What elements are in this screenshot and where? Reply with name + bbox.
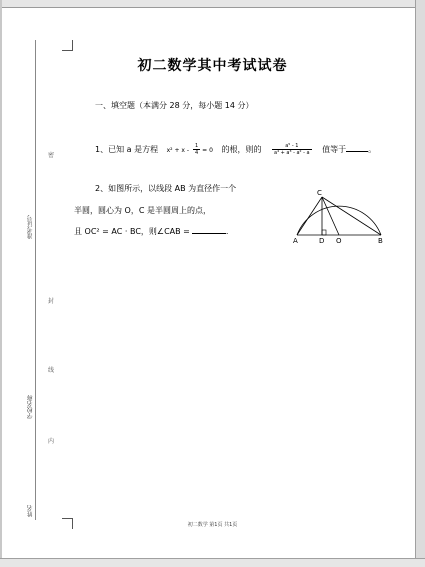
q1-equation-tail: = 0	[202, 147, 213, 154]
side-label-name: 姓名	[27, 505, 34, 517]
label-d: D	[319, 237, 325, 245]
q1-equation-fraction	[193, 143, 200, 156]
semicircle-arc	[297, 206, 381, 235]
crop-mark-top-left	[62, 40, 73, 51]
segment-ac	[297, 197, 322, 235]
q1-eq-frac-num: 1	[194, 143, 199, 149]
q1-equation: x² + x -	[166, 147, 191, 154]
q1-middle: 的根，则的	[221, 145, 262, 154]
q2-line-3	[74, 226, 228, 237]
q2-answer-blank	[192, 233, 226, 234]
side-label-school: 学校名称	[27, 395, 34, 419]
right-angle-mark	[322, 230, 326, 235]
side-seal-char-4: 内	[48, 438, 55, 445]
q2-line-3-text: 且 OC² = AC · BC，则∠CAB =	[74, 227, 190, 236]
label-c: C	[317, 189, 322, 197]
exam-title: 初二数学其中考试试卷	[137, 58, 288, 74]
q1-answer-blank	[346, 151, 368, 152]
window-left-edge	[0, 0, 2, 567]
page-footer: 初二数学 第1页 共1页	[187, 522, 238, 528]
q1-frac-num: a⁵ - 1	[272, 143, 312, 150]
binding-line	[35, 40, 36, 520]
side-seal-char-1: 密	[48, 152, 55, 159]
window-top-edge	[0, 0, 425, 8]
q1-fraction	[272, 143, 312, 156]
q1-frac-den: a⁴ + a³ - a² - a	[274, 150, 310, 156]
label-o: O	[336, 237, 342, 245]
q2-end: .	[225, 227, 229, 236]
q1-eq-frac-den: 4	[194, 150, 199, 156]
vertical-scrollbar[interactable]	[415, 0, 425, 567]
side-seal-char-2: 封	[48, 298, 55, 305]
question-1	[95, 143, 376, 156]
label-a: A	[293, 237, 298, 245]
q2-line-1: 2、如图所示，以线段 AB 为直径作一个	[95, 184, 237, 193]
document-page	[3, 8, 415, 558]
label-b: B	[378, 237, 383, 245]
q1-end: 。	[368, 145, 377, 154]
side-seal-char-3: 线	[48, 367, 55, 374]
section-heading: 一、填空题（本满分 28 分，每小题 14 分）	[95, 101, 254, 110]
q1-prefix: 1、已知 a 是方程	[95, 145, 159, 154]
semicircle-figure	[290, 185, 390, 247]
q2-line-2: 半圆，圆心为 O，C 是半圆周上的点，	[74, 206, 211, 215]
horizontal-scrollbar[interactable]	[0, 558, 425, 567]
side-label-exam-number: 准考证号	[27, 215, 34, 239]
q1-suffix: 值等于	[322, 145, 347, 154]
